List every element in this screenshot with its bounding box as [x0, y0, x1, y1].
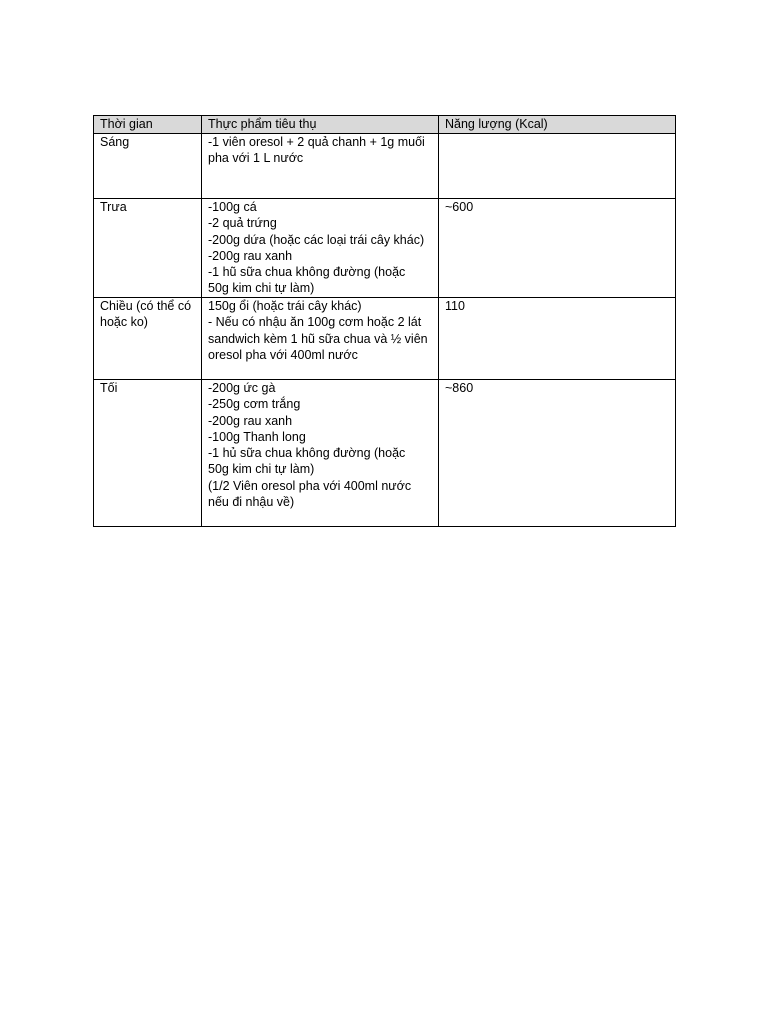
- cell-energy-value: ~860: [445, 381, 474, 395]
- table-row: [94, 380, 676, 527]
- table-row: [94, 199, 676, 298]
- cell-time-line: hoặc ko): [100, 315, 148, 330]
- cell-food-line: -200g dứa (hoặc các loại trái cây khác): [208, 232, 425, 247]
- cell-food-line: - Nếu có nhậu ăn 100g cơm hoặc 2 lát: [208, 315, 422, 330]
- cell-food-line: oresol pha với 400ml nước: [208, 347, 358, 362]
- cell-energy-value: ~600: [445, 200, 474, 214]
- header-energy: Năng lượng (Kcal): [439, 116, 676, 134]
- cell-food-line: -2 quả trứng: [208, 216, 277, 231]
- cell-energy: [439, 298, 676, 380]
- cell-time: [94, 199, 202, 298]
- cell-food: [202, 134, 439, 199]
- cell-food-line: 50g kim chi tự làm): [208, 462, 315, 477]
- cell-food-line: (1/2 Viên oresol pha với 400ml nước: [208, 478, 412, 493]
- cell-time-line: Chiều (có thể có: [100, 299, 192, 313]
- cell-food-line: -1 viên oresol + 2 quả chanh + 1g muối: [208, 135, 425, 149]
- cell-food-line: sandwich kèm 1 hũ sữa chua và ½ viên: [208, 331, 428, 346]
- cell-food: [202, 199, 439, 298]
- cell-food-line: -250g cơm trắng: [208, 397, 301, 412]
- cell-energy: [439, 134, 676, 199]
- cell-food-line: -200g rau xanh: [208, 413, 293, 428]
- table-row: [94, 134, 676, 199]
- cell-food-line: -200g ức gà: [208, 381, 276, 395]
- cell-food-line: -200g rau xanh: [208, 248, 293, 263]
- cell-time: [94, 134, 202, 199]
- cell-food: [202, 298, 439, 380]
- cell-time-line: Trưa: [100, 200, 127, 214]
- header-time: Thời gian: [94, 116, 202, 134]
- cell-food-line: -1 hũ sữa chua không đường (hoặc: [208, 265, 406, 280]
- cell-food: [202, 380, 439, 527]
- cell-food-line: -1 hủ sữa chua không đường (hoặc: [208, 446, 406, 461]
- cell-time-line: Tối: [100, 381, 118, 395]
- cell-time-line: Sáng: [100, 135, 130, 149]
- cell-food-line: pha với 1 L nước: [208, 151, 304, 166]
- cell-time: [94, 380, 202, 527]
- table-row: [94, 298, 676, 380]
- cell-food-line: -100g cá: [208, 200, 257, 214]
- cell-food-line: -100g Thanh long: [208, 429, 306, 444]
- cell-food-line: 50g kim chi tự làm): [208, 281, 315, 296]
- header-food: Thực phẩm tiêu thụ: [202, 116, 439, 134]
- cell-food-line: 150g ổi (hoặc trái cây khác): [208, 299, 362, 313]
- cell-food-line: nếu đi nhậu về): [208, 495, 295, 510]
- meal-plan-table: [93, 115, 676, 527]
- cell-energy: [439, 380, 676, 527]
- table-header-row: [94, 116, 676, 134]
- cell-time: [94, 298, 202, 380]
- cell-energy: [439, 199, 676, 298]
- cell-energy-value: 110: [445, 299, 465, 313]
